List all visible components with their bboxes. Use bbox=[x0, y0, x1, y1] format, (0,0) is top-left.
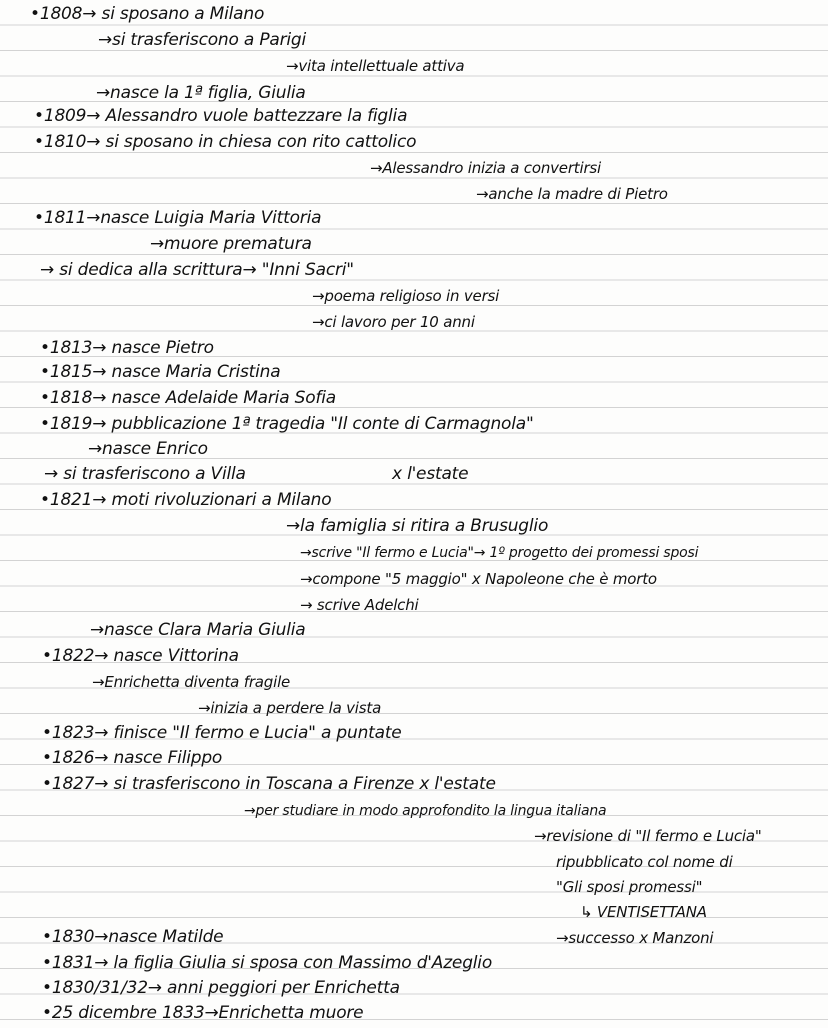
note-line: →successo x Manzoni bbox=[556, 929, 714, 947]
note-line: •1830/31/32→ anni peggiori per Enrichetta bbox=[42, 978, 400, 998]
note-line: ripubblicato col nome di bbox=[556, 853, 733, 871]
note-line: •1823→ finisce "Il fermo e Lucia" a puntate bbox=[42, 723, 402, 743]
note-line: •1809→ Alessandro vuole battezzare la figlia bbox=[34, 106, 408, 126]
note-line: →Alessandro inizia a convertirsi bbox=[370, 159, 601, 177]
note-line: •1821→ moti rivoluzionari a Milano bbox=[40, 490, 332, 510]
note-line: →muore prematura bbox=[150, 234, 312, 254]
note-line: →si trasferiscono a Parigi bbox=[98, 30, 307, 50]
note-line: x l'estate bbox=[392, 464, 469, 484]
note-line: →nasce Clara Maria Giulia bbox=[90, 620, 306, 640]
note-line: →scrive "Il fermo e Lucia"→ 1º progetto dei promessi sposi bbox=[300, 545, 699, 561]
note-line: → si dedica alla scrittura→ "Inni Sacri" bbox=[40, 260, 354, 280]
note-line: →la famiglia si ritira a Brusuglio bbox=[286, 516, 549, 536]
note-line: →revisione di "Il fermo e Lucia" bbox=[534, 827, 762, 845]
note-line: →ci lavoro per 10 anni bbox=[312, 313, 475, 331]
note-line: → scrive Adelchi bbox=[300, 596, 419, 614]
note-line: →vita intellettuale attiva bbox=[286, 57, 465, 75]
note-line: •1827→ si trasferiscono in Toscana a Firenze x l'estate bbox=[42, 774, 496, 794]
note-line: •1808→ si sposano a Milano bbox=[30, 4, 265, 24]
note-line: •1819→ pubblicazione 1ª tragedia "Il conte di Carmagnola" bbox=[40, 414, 534, 434]
note-line: → si trasferiscono a Villa bbox=[44, 464, 246, 484]
note-line: →anche la madre di Pietro bbox=[476, 185, 668, 203]
note-line: •1831→ la figlia Giulia si sposa con Massimo d'Azeglio bbox=[42, 953, 493, 973]
note-line: →per studiare in modo approfondito la lingua italiana bbox=[244, 803, 607, 819]
note-line: "Gli sposi promessi" bbox=[556, 878, 703, 896]
note-line: →compone "5 maggio" x Napoleone che è morto bbox=[300, 570, 657, 588]
note-line: →nasce la 1ª figlia, Giulia bbox=[96, 83, 306, 103]
note-line: ↳ VENTISETTANA bbox=[580, 903, 707, 921]
note-line: →Enrichetta diventa fragile bbox=[92, 673, 291, 691]
note-line: •1826→ nasce Filippo bbox=[42, 748, 223, 768]
note-line: •25 dicembre 1833→Enrichetta muore bbox=[42, 1003, 364, 1023]
note-line: •1818→ nasce Adelaide Maria Sofia bbox=[40, 388, 336, 408]
note-line: •1811→nasce Luigia Maria Vittoria bbox=[34, 208, 322, 228]
note-line: •1813→ nasce Pietro bbox=[40, 338, 214, 358]
note-line: →poema religioso in versi bbox=[312, 287, 500, 305]
note-line: •1815→ nasce Maria Cristina bbox=[40, 362, 281, 382]
note-line: •1830→nasce Matilde bbox=[42, 927, 224, 947]
note-line: →nasce Enrico bbox=[88, 439, 208, 459]
note-line: •1822→ nasce Vittorina bbox=[42, 646, 239, 666]
note-line: •1810→ si sposano in chiesa con rito cattolico bbox=[34, 132, 417, 152]
note-line: →inizia a perdere la vista bbox=[198, 699, 382, 717]
